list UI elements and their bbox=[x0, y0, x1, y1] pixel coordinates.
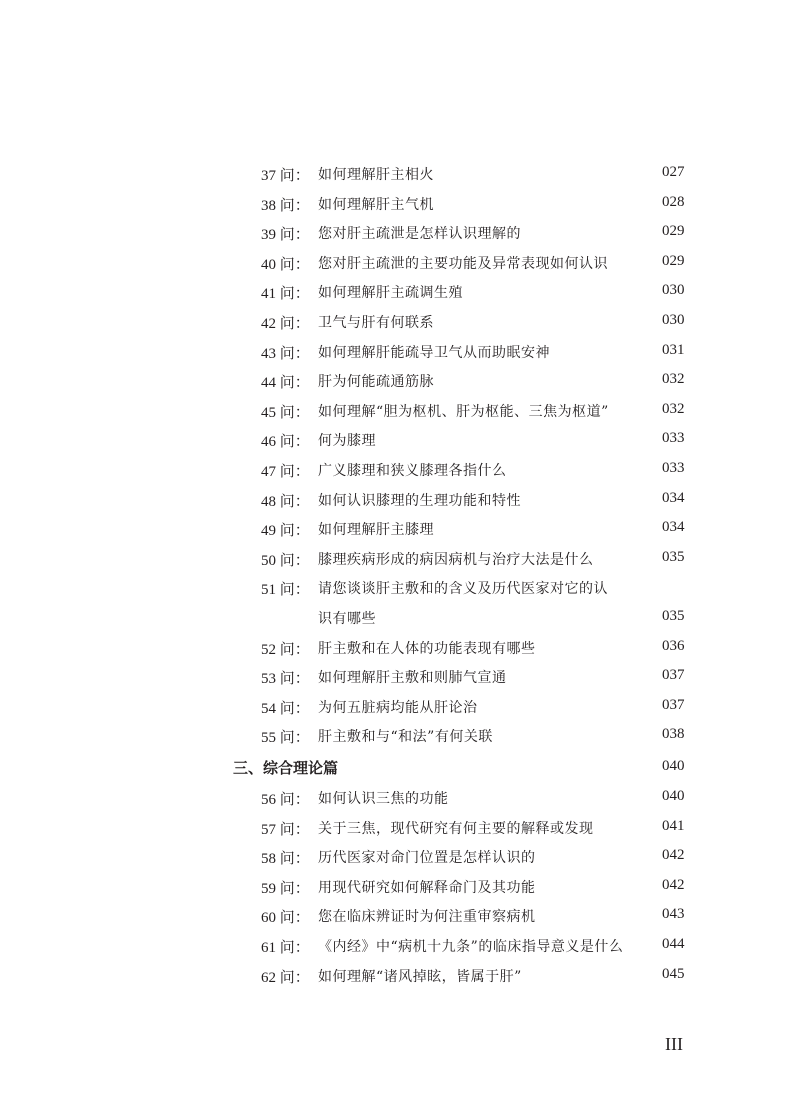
entry-number: 37 问： bbox=[261, 168, 310, 184]
entry-title: 用现代研究如何解释命门及其功能 bbox=[318, 879, 536, 896]
entry-title: 卫气与肝有何联系 bbox=[318, 315, 434, 331]
entry-title: 如何理解肝主膝理 bbox=[318, 522, 434, 539]
toc-entry bbox=[0, 960, 800, 990]
entry-page: 037 bbox=[662, 696, 685, 713]
entry-number: 56 问： bbox=[261, 792, 310, 808]
entry-number: 41 问： bbox=[261, 286, 310, 303]
entry-page: 029 bbox=[662, 252, 685, 269]
toc-entry bbox=[0, 930, 800, 960]
entry-page: 035 bbox=[662, 548, 685, 565]
entry-page: 034 bbox=[662, 489, 685, 506]
toc-entry bbox=[0, 661, 800, 691]
entry-number: 49 问： bbox=[261, 523, 310, 540]
entry-number: 54 问： bbox=[261, 700, 310, 717]
toc-entry bbox=[0, 217, 800, 247]
entry-title: 为何五脏病均能从肝论治 bbox=[318, 699, 478, 716]
toc-entry bbox=[0, 572, 800, 602]
toc-entry bbox=[0, 336, 800, 366]
entry-number: 47 问： bbox=[261, 464, 310, 480]
entry-page: 032 bbox=[662, 371, 685, 388]
entry-number: 52 问： bbox=[261, 641, 310, 658]
toc-entry bbox=[0, 841, 800, 871]
entry-page: 041 bbox=[662, 817, 685, 834]
toc-entry bbox=[0, 484, 800, 514]
entry-number: 38 问： bbox=[261, 197, 310, 214]
section-heading bbox=[0, 752, 800, 782]
page-folio: III bbox=[665, 1034, 683, 1054]
entry-page: 033 bbox=[662, 430, 685, 447]
entry-title: 您对肝主疏泄的主要功能及异常表现如何认识 bbox=[318, 255, 608, 272]
entry-number: 50 问： bbox=[261, 552, 310, 569]
entry-title: 如何理解肝主疏调生殖 bbox=[318, 285, 463, 302]
entry-number: 57 问： bbox=[261, 821, 310, 838]
entry-number: 62 问： bbox=[261, 969, 310, 986]
entry-page: 027 bbox=[662, 164, 685, 180]
entry-title: 识有哪些 bbox=[318, 611, 376, 627]
toc-entry bbox=[0, 812, 800, 842]
entry-number: 58 问： bbox=[261, 851, 310, 868]
toc-entry bbox=[0, 871, 800, 901]
entry-title: 如何认识膝理的生理功能和特性 bbox=[318, 492, 521, 509]
toc-entry bbox=[0, 543, 800, 573]
entry-title: 您对肝主疏泄是怎样认识理解的 bbox=[318, 226, 521, 243]
entry-title: 何为膝理 bbox=[318, 433, 376, 450]
section-page: 040 bbox=[662, 758, 685, 774]
entry-number: 55 问： bbox=[261, 730, 310, 747]
toc-entry bbox=[0, 424, 800, 454]
toc-entry bbox=[0, 782, 800, 812]
entry-number: 51 问： bbox=[261, 582, 310, 599]
entry-title: 《内经》中“病机十九条”的临床指导意义是什么 bbox=[318, 939, 624, 955]
entry-page: 038 bbox=[662, 726, 685, 743]
toc-entry bbox=[0, 900, 800, 930]
entry-number: 39 问： bbox=[261, 227, 310, 244]
toc-entry bbox=[0, 158, 800, 188]
entry-number: 42 问： bbox=[261, 316, 310, 332]
entry-page: 029 bbox=[662, 223, 685, 240]
entry-page: 043 bbox=[662, 906, 685, 923]
entry-number: 59 问： bbox=[261, 880, 310, 897]
toc-entry bbox=[0, 306, 800, 336]
entry-number: 61 问： bbox=[261, 940, 310, 956]
entry-page: 030 bbox=[662, 282, 685, 299]
entry-page: 044 bbox=[662, 936, 685, 952]
entry-number: 43 问： bbox=[261, 345, 310, 362]
entry-title: 肝为何能疏通筋脉 bbox=[318, 374, 434, 391]
entry-title: 如何理解“诸风掉眩，皆属于肝” bbox=[318, 968, 522, 985]
entry-number: 45 问： bbox=[261, 404, 310, 421]
toc-entry bbox=[0, 395, 800, 425]
entry-title: 广义膝理和狭义膝理各指什么 bbox=[318, 463, 507, 479]
entry-title: 如何理解肝主敷和则肺气宣通 bbox=[318, 670, 507, 687]
entry-title: 如何认识三焦的功能 bbox=[318, 791, 449, 807]
entry-page: 042 bbox=[662, 847, 685, 864]
entry-title: 您在临床辨证时为何注重审察病机 bbox=[318, 909, 536, 926]
toc-entry bbox=[0, 365, 800, 395]
entry-page: 032 bbox=[662, 400, 685, 417]
entry-title: 如何理解肝主相火 bbox=[318, 167, 434, 183]
entry-title: 关于三焦，现代研究有何主要的解释或发现 bbox=[318, 820, 594, 837]
toc-entry bbox=[0, 513, 800, 543]
entry-number: 53 问： bbox=[261, 671, 310, 688]
entry-page: 040 bbox=[662, 788, 685, 804]
entry-number: 48 问： bbox=[261, 493, 310, 510]
entry-title: 历代医家对命门位置是怎样认识的 bbox=[318, 850, 536, 867]
entry-number: 46 问： bbox=[261, 434, 310, 451]
section-title: 三、综合理论篇 bbox=[233, 759, 339, 777]
toc-entry bbox=[0, 602, 800, 632]
entry-title: 请您谈谈肝主敷和的含义及历代医家对它的认 bbox=[318, 581, 608, 598]
entry-number: 44 问： bbox=[261, 375, 310, 392]
toc-entry bbox=[0, 454, 800, 484]
entry-page: 035 bbox=[662, 608, 685, 624]
entry-number: 40 问： bbox=[261, 256, 310, 273]
entry-page: 030 bbox=[662, 312, 685, 328]
entry-title: 如何理解“胆为枢机、肝为枢能、三焦为枢道” bbox=[318, 403, 609, 420]
entry-page: 028 bbox=[662, 193, 685, 210]
entry-page: 036 bbox=[662, 637, 685, 654]
entry-page: 034 bbox=[662, 519, 685, 536]
entry-page: 042 bbox=[662, 876, 685, 893]
toc-entry bbox=[0, 188, 800, 218]
toc-entry bbox=[0, 720, 800, 750]
entry-title: 如何理解肝主气机 bbox=[318, 196, 434, 213]
toc-entry bbox=[0, 247, 800, 277]
toc-entry bbox=[0, 276, 800, 306]
entry-page: 031 bbox=[662, 341, 685, 358]
entry-title: 肝主敷和与“和法”有何关联 bbox=[318, 729, 493, 746]
toc-entry bbox=[0, 691, 800, 721]
entry-title: 如何理解肝能疏导卫气从而助眠安神 bbox=[318, 344, 550, 361]
entry-number: 60 问： bbox=[261, 910, 310, 927]
entry-page: 037 bbox=[662, 667, 685, 684]
entry-title: 肝主敷和在人体的功能表现有哪些 bbox=[318, 640, 536, 657]
entry-page: 033 bbox=[662, 460, 685, 476]
toc-entry bbox=[0, 632, 800, 662]
entry-page: 045 bbox=[662, 965, 685, 982]
entry-title: 膝理疾病形成的病因病机与治疗大法是什么 bbox=[318, 551, 594, 568]
